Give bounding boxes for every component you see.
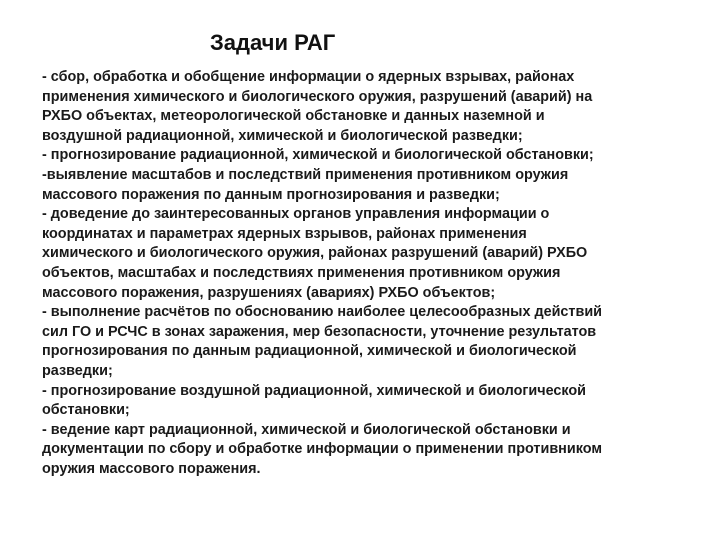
task-item-text: -выявление масштабов и последствий применения противником оружия массового поражения по данным прогнозирования и разведки; [42, 166, 569, 203]
task-item-text: - доведение до заинтересованных органов управления информации о координатах и параметрах ядерных взрывов, районах применения химического и биологического оружия, районах разрушений (аварий) РХБО объектов, масштабах и последствиях применения противником оружия массового поражения, разрушениях (авариях) РХБО объектов; [42, 206, 588, 301]
task-item [42, 146, 686, 166]
task-item [42, 68, 686, 146]
task-item [42, 382, 686, 421]
task-item-text: - сбор, обработка и обобщение информации о ядерных взрывах, районах применения химического и биологического оружия, разрушений (аварий) на РХБО объектах, метеорологической обстановке и данных наземной и воздушной радиационной, химической и биологической разведки; [42, 69, 593, 144]
task-list [42, 68, 686, 479]
task-item-text: - выполнение расчётов по обоснованию наиболее целесообразных действий сил ГО и РСЧС в зонах заражения, мер безопасности, уточнение результатов прогнозирования по данным радиационной, химической и биологической разведки; [42, 304, 603, 379]
task-item [42, 166, 686, 205]
task-item-text: - прогнозирование радиационной, химической и биологической обстановки; [42, 147, 594, 164]
task-item-text: - ведение карт радиационной, химической и биологической обстановки и документации по сбору и обработке информации о применении противником оружия массового поражения. [42, 421, 602, 477]
task-item [42, 205, 686, 303]
task-item [42, 303, 686, 381]
slide-title: Задачи РАГ [210, 30, 336, 55]
task-item-text: - прогнозирование воздушной радиационной, химической и биологической обстановки; [42, 382, 587, 419]
task-item [42, 421, 686, 480]
